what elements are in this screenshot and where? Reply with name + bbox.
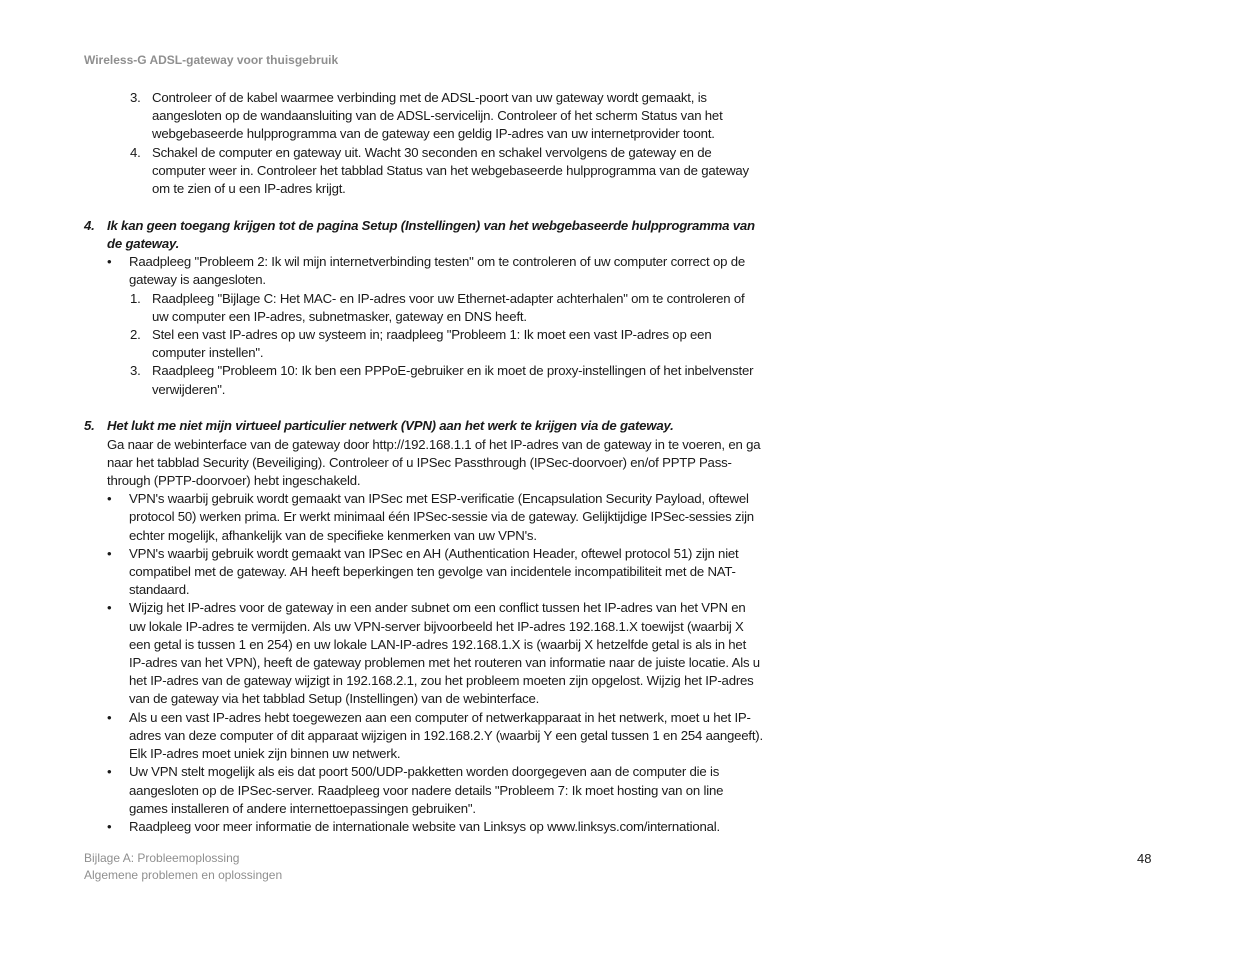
step-item xyxy=(84,89,764,144)
problem-title: Ik kan geen toegang krijgen tot de pagina Setup (Instellingen) van het webgebaseerde hulpprogramma van de gateway. xyxy=(107,217,755,252)
bullet-item xyxy=(84,253,764,289)
spacer xyxy=(84,399,764,418)
step-item xyxy=(84,362,764,398)
bullet-item xyxy=(84,490,764,545)
bullet-text: VPN's waarbij gebruik wordt gemaakt van IPSec met ESP-verificatie (Encapsulation Security Payload, oftewel protocol 50) werken prima. Er werkt minimaal één IPSec-sessie via de gateway. Gelijktijdige IPSec-sessies zijn echter mogelijk, afhankelijk van de specifieke kenmerken van uw VPN's. xyxy=(129,491,754,543)
step-number: 1. xyxy=(130,290,141,306)
step-text: Stel een vast IP-adres op uw systeem in; raadpleeg "Probleem 1: Ik moet een vast IP-adres op een computer instellen". xyxy=(152,327,712,361)
running-footer xyxy=(84,850,282,884)
step-text: Raadpleeg "Bijlage C: Het MAC- en IP-adres voor uw Ethernet-adapter achterhalen" om te controleren of uw computer een IP-adres, subnetmasker, gateway en DNS heeft. xyxy=(152,290,745,324)
bullet-item xyxy=(84,545,764,600)
bullet-icon: • xyxy=(107,818,112,834)
page-number: 48 xyxy=(1137,851,1152,866)
bullet-icon: • xyxy=(107,709,112,725)
bullet-icon: • xyxy=(107,491,112,507)
step-item xyxy=(84,144,764,199)
bullet-text: Uw VPN stelt mogelijk als eis dat poort 500/UDP-pakketten worden doorgegeven aan de computer die is aangesloten op de IPSec-server. Raadpleeg voor nadere details "Probleem 7: Ik moet hosting van on line games installeren of andere internettoepassingen gebruiken". xyxy=(129,764,724,816)
problem-heading-4 xyxy=(84,217,764,253)
bullet-icon: • xyxy=(107,254,112,270)
bullet-icon: • xyxy=(107,600,112,616)
running-header: Wireless-G ADSL-gateway voor thuisgebruik xyxy=(84,53,339,67)
step-number: 2. xyxy=(130,327,141,343)
bullet-item xyxy=(84,818,764,836)
step-text: Controleer of de kabel waarmee verbinding met de ADSL-poort van uw gateway wordt gemaakt, is aangesloten op de wandaansluiting van de ADSL-servicelijn. Controleer of het scherm Status van het webgebaseerde hulpprogramma van de gateway een geldig IP-adres van uw internetprovider toont. xyxy=(152,90,723,142)
bullet-text: Raadpleeg "Probleem 2: Ik wil mijn internetverbinding testen" om te controleren of uw computer correct op de gateway is aangesloten. xyxy=(129,254,745,288)
problem-number: 5. xyxy=(84,418,95,434)
problem-heading-5 xyxy=(84,417,764,435)
bullet-text: Raadpleeg voor meer informatie de internationale website van Linksys op www.linksys.com/international. xyxy=(129,818,720,834)
problem-number: 4. xyxy=(84,217,95,233)
problem-title: Het lukt me niet mijn virtueel particulier netwerk (VPN) aan het werk te krijgen via de gateway. xyxy=(107,418,674,434)
bullet-item xyxy=(84,763,764,818)
bullet-icon: • xyxy=(107,545,112,561)
spacer xyxy=(84,198,764,217)
footer-section: Algemene problemen en oplossingen xyxy=(84,868,283,882)
step-number: 4. xyxy=(130,144,141,160)
bullet-text: VPN's waarbij gebruik wordt gemaakt van IPSec en AH (Authentication Header, oftewel protocol 51) zijn niet compatibel met de gateway. AH heeft beperkingen ten gevolge van incidentele incompatibiliteit met de NAT-standaard. xyxy=(129,545,739,598)
bullet-text: Als u een vast IP-adres hebt toegewezen aan een computer of netwerkapparaat in het netwerk, moet u het IP-adres van deze computer of dit apparaat wijzigen in 192.168.2.Y (waarbij Y een getal tussen 1 en 254 aangeeft). Elk IP-adres moet uniek zijn binnen uw netwerk. xyxy=(129,709,763,762)
footer-chapter: Bijlage A: Probleemoplossing xyxy=(84,851,240,865)
step-number: 3. xyxy=(130,90,141,105)
bullet-item xyxy=(84,599,764,708)
bullet-icon: • xyxy=(107,764,112,780)
main-content xyxy=(84,89,764,836)
step-text: Schakel de computer en gateway uit. Wacht 30 seconden en schakel vervolgens de gateway en de computer weer in. Controleer het tabblad Status van het webgebaseerde hulpprogramma van de gateway om te zien of u een IP-adres krijgt. xyxy=(152,144,749,197)
step-item xyxy=(84,290,764,326)
step-text: Raadpleeg "Probleem 10: Ik ben een PPPoE-gebruiker en ik moet de proxy-instellingen of het inbelvenster verwijderen". xyxy=(152,363,754,397)
step-item xyxy=(84,326,764,362)
bullet-text: Wijzig het IP-adres voor de gateway in een ander subnet om een conflict tussen het IP-adres van het VPN en uw lokale IP-adres te vermijden. Als uw VPN-server bijvoorbeeld het IP-adres 192.168.1.X toewijst (waarbij X een getal is tussen 1 en 254) en uw lokale LAN-IP-adres 192.168.1.X is (waarbij X hetzelfde getal is als in het IP-adres van het VPN), heeft de gateway problemen met het routeren van informatie naar de juiste locatie. Als u het IP-adres van de gateway wijzigt in 192.168.2.1, zou het probleem moeten zijn opgelost. Wijzig het IP-adres van de gateway via het tabblad Setup (Instellingen) van de webinterface. xyxy=(129,600,760,707)
problem-intro: Ga naar de webinterface van de gateway door http://192.168.1.1 of het IP-adres van de gateway in te voeren, en ga naar het tabblad Security (Beveiliging). Controleer of u IPSec Passthrough (IPSec-doorvoer) en/of PPTP Pass-through (PPTP-doorvoer) hebt ingeschakeld. xyxy=(107,436,761,489)
bullet-item xyxy=(84,709,764,764)
step-number: 3. xyxy=(130,363,141,379)
